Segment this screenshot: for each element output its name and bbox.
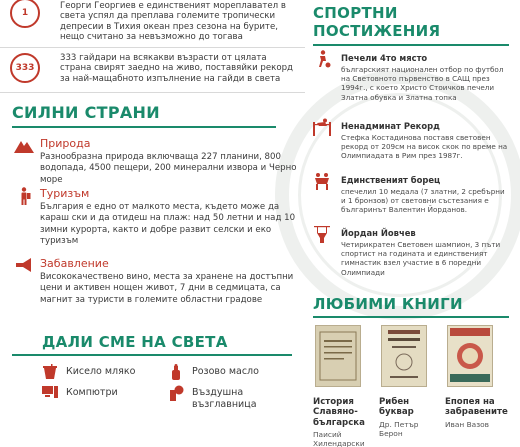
sport-title: Ненадминат Рекорд [341,121,440,131]
export-label: Компютри [66,387,118,398]
book-author: Паисий Хилендарски [313,430,365,447]
export-label: Кисело мляко [66,366,136,377]
export-item [168,364,298,380]
football-icon [313,50,331,68]
sport-desc: спечелил 10 медала (7 златни, 2 сребърни и 1 бронзов) от световни състезания е българинът Валентин Йорданов. [341,187,505,215]
book-title: Епопея на забравените [445,397,508,418]
fact-number-badge: 333 [10,53,40,83]
section-rule [313,316,509,318]
sport-desc: българският национален отбор по футбол на Световното първенство в САЩ през 1994г., с което Христо Стоичков печели Златна обувка и Златна топка [341,65,504,102]
section-rule [12,126,276,128]
export-item [168,385,298,415]
tourist-icon [14,187,34,205]
rose-oil-icon [168,364,184,380]
book-author: Др. Петър Берон [379,420,419,438]
export-item [42,364,172,380]
sport-desc: Четирикратен Световен шампион, 3 пъти спортист на годината и единственият гимнастик взел участие в 6 поредни Олимпиади [341,240,501,277]
computer-icon [42,385,58,401]
section-title-sports [313,4,440,40]
book-cover [381,325,427,387]
section-title-books: ЛЮБИМИ КНИГИ [313,295,463,313]
sports-title-line1: СПОРТНИ [313,4,398,22]
sport-title: Печели 4то място [341,53,428,63]
strength-desc: Разнообразна природа включваща 227 планини, 800 водопада, 4500 пещери, 200 минерални извора и Черно море [40,152,297,185]
section-rule [313,44,509,46]
strength-desc: България е едно от малкото места, където може да караш ски и да отидеш на плаж: над 50 летни и над 10 зимни курорта, както и добре развит селски и еко туризъм [40,202,296,247]
sport-desc: Стефка Костадинова поставя световен рекорд от 209см на висок скок по време на Олимпиадата в Рим през 1987г. [341,133,508,161]
section-rule [12,354,292,356]
fact-text: 333 гайдари на всякакви възрасти от цялата страна свирят заедно на живо, поставяйки рекорд за най-мащабното изпълнение на гайди в света [60,53,293,84]
horn-icon [14,257,34,275]
wrestling-icon [313,172,331,190]
strength-title: Забавление [40,257,109,270]
fact-text: Георги Георгиев е единственият мореплавател в света успял да преплава големите тропически депресии в Тихия океан през сезона на бурите, нещо считано за невъзможно до тогава [60,1,286,43]
book-cover [315,325,361,387]
section-title-strengths: СИЛНИ СТРАНИ [12,103,160,122]
book-title: История Славяно-българска [313,397,365,428]
divider [0,92,305,93]
right-column [305,0,520,447]
export-label: Розово масло [192,366,259,377]
strength-title: Туризъм [40,187,90,200]
export-item [42,385,172,401]
section-title-exports: ДАЛИ СМЕ НА СВЕТА [42,333,228,351]
divider [0,47,305,48]
high-jump-icon [313,118,331,136]
airbag-icon [168,385,184,401]
yogurt-icon [42,364,58,380]
book-cover [447,325,493,387]
strength-title: Природа [40,137,91,150]
strength-desc: Висококачествено вино, места за хранене на достъпни цени и активен нощен живот, 7 дни в седмицата, са магнит за туристи в големите областни градове [40,272,294,305]
sport-title: Единственият борец [341,175,441,185]
book-author: Иван Вазов [445,420,490,429]
fact-number-badge: 1 [10,0,40,28]
mountain-icon [14,137,34,155]
export-label: Въздушна възглавница [192,387,257,410]
book-title: Рибен буквар [379,397,414,418]
sports-title-line2: ПОСТИЖЕНИЯ [313,22,441,40]
sport-title: Йордан Йовчев [341,228,416,238]
gymnast-icon [313,225,331,243]
